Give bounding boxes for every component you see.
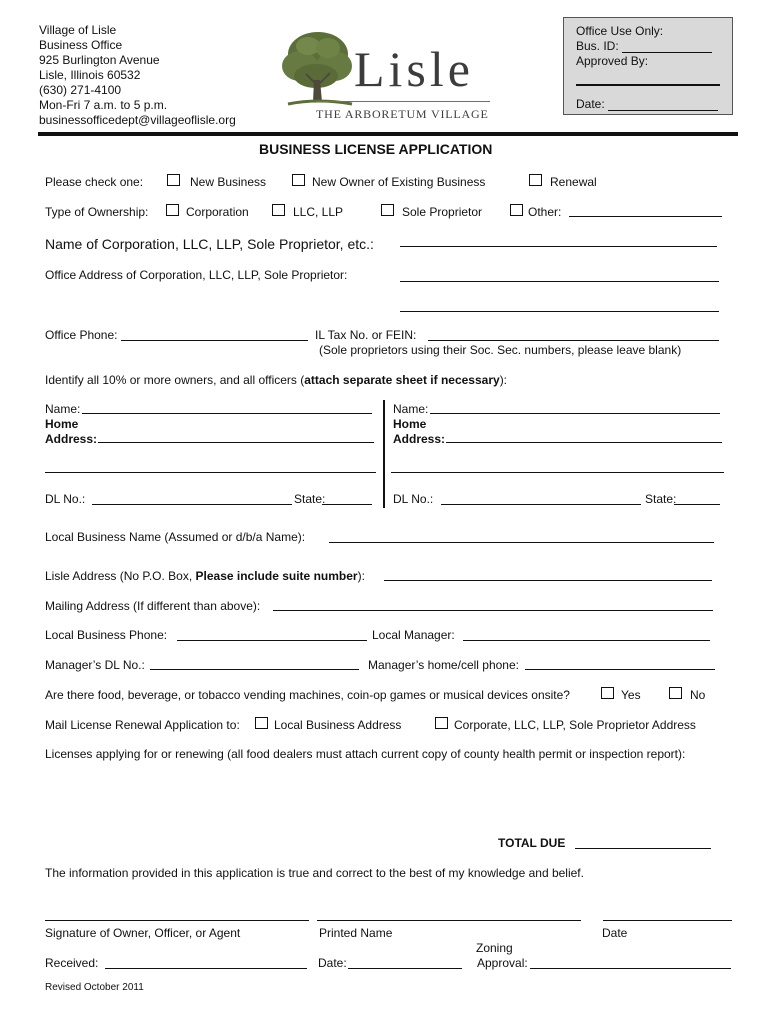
local-manager-field[interactable] — [463, 640, 710, 641]
tax-note: (Sole proprietors using their Soc. Sec. numbers, please leave blank) — [319, 343, 682, 357]
manager-phone-field[interactable] — [525, 669, 715, 670]
owner2-address-label: Address: — [393, 432, 446, 446]
vending-no-checkbox[interactable] — [669, 687, 682, 699]
local-phone-field[interactable] — [177, 640, 367, 641]
name-corp-field[interactable] — [400, 246, 717, 247]
office-phone-label: Office Phone: — [45, 328, 118, 342]
other-checkbox[interactable] — [510, 204, 523, 216]
owner2-home-label: Home — [393, 417, 427, 431]
vending-yes-label: Yes — [621, 688, 641, 702]
bus-id-label: Bus. ID: — [576, 39, 619, 53]
new-owner-checkbox[interactable] — [292, 174, 305, 186]
owner2-dl-label: DL No.: — [393, 492, 434, 506]
local-phone-label: Local Business Phone: — [45, 628, 168, 642]
tax-no-label: IL Tax No. or FEIN: — [315, 328, 417, 342]
mail-local-checkbox[interactable] — [255, 717, 268, 729]
column-divider — [383, 400, 385, 508]
mail-corp-label: Corporate, LLC, LLP, Sole Proprietor Address — [454, 718, 696, 732]
total-due-label: TOTAL DUE — [498, 836, 566, 850]
owner1-name-label: Name: — [45, 402, 81, 416]
llc-label: LLC, LLP — [293, 205, 344, 219]
owner1-address-label: Address: — [45, 432, 98, 446]
printed-name-field[interactable] — [317, 920, 581, 921]
renewal-label: Renewal — [550, 175, 597, 189]
vending-yes-checkbox[interactable] — [601, 687, 614, 699]
office-address-field-2[interactable] — [400, 311, 719, 312]
mail-corp-checkbox[interactable] — [435, 717, 448, 729]
address-line: (630) 271-4100 — [39, 83, 122, 97]
signature-date-field[interactable] — [603, 920, 732, 921]
mail-renewal-label: Mail License Renewal Application to: — [45, 718, 240, 732]
lisle-address-field[interactable] — [384, 580, 712, 581]
owner1-name-field[interactable] — [82, 413, 372, 414]
logo-tagline: THE ARBORETUM VILLAGE — [316, 107, 489, 121]
name-corp-label: Name of Corporation, LLC, LLP, Sole Proprietor, etc.: — [45, 236, 374, 252]
received-date-field[interactable] — [348, 968, 462, 969]
office-date-label: Date: — [576, 97, 605, 111]
approved-by-label: Approved By: — [576, 54, 649, 68]
signature-field[interactable] — [45, 920, 309, 921]
address-line: Mon-Fri 7 a.m. to 5 p.m. — [39, 98, 168, 112]
owners-intro: Identify all 10% or more owners, and all officers (attach separate sheet if necessary): — [45, 373, 508, 387]
local-business-name-label: Local Business Name (Assumed or d/b/a Name): — [45, 530, 306, 544]
renewal-checkbox[interactable] — [529, 174, 542, 186]
owner2-state-field[interactable] — [674, 504, 720, 505]
address-line: Lisle, Illinois 60532 — [39, 68, 141, 82]
corporation-label: Corporation — [186, 205, 249, 219]
owner2-address-field-2[interactable] — [391, 472, 724, 473]
form-title: BUSINESS LICENSE APPLICATION — [259, 141, 493, 157]
header-rule — [38, 132, 738, 136]
signature-label: Signature of Owner, Officer, or Agent — [45, 926, 241, 940]
new-owner-label: New Owner of Existing Business — [312, 175, 486, 189]
owner1-home-label: Home — [45, 417, 79, 431]
sole-proprietor-label: Sole Proprietor — [402, 205, 483, 219]
local-business-name-field[interactable] — [329, 542, 714, 543]
address-line: Business Office — [39, 38, 123, 52]
llc-checkbox[interactable] — [272, 204, 285, 216]
owner1-address-field[interactable] — [98, 442, 374, 443]
zoning-label: Zoning — [476, 941, 513, 955]
received-field[interactable] — [105, 968, 307, 969]
mailing-address-field[interactable] — [273, 610, 713, 611]
office-use-title: Office Use Only: — [576, 24, 664, 38]
office-address-field[interactable] — [400, 281, 719, 282]
owner2-state-label: State: — [645, 492, 677, 506]
owner1-address-field-2[interactable] — [45, 472, 376, 473]
logo-wordmark: Lisle — [354, 41, 474, 97]
owner2-name-label: Name: — [393, 402, 429, 416]
certify-statement: The information provided in this application is true and correct to the best of my knowledge and belief. — [45, 866, 584, 880]
lisle-address-label: Lisle Address (No P.O. Box, Please include suite number): — [45, 569, 365, 583]
zoning-approval-field[interactable] — [530, 968, 731, 969]
vending-question: Are there food, beverage, or tobacco vending machines, coin-op games or musical devices onsite? — [45, 688, 570, 702]
owner2-name-field[interactable] — [430, 413, 720, 414]
address-line: Village of Lisle — [39, 23, 117, 37]
tree-icon — [278, 28, 356, 110]
other-field[interactable] — [569, 216, 722, 217]
printed-name-label: Printed Name — [319, 926, 393, 940]
vending-no-label: No — [690, 688, 706, 702]
check-one-label: Please check one: — [45, 175, 144, 189]
mail-local-label: Local Business Address — [274, 718, 402, 732]
owner1-dl-label: DL No.: — [45, 492, 86, 506]
tax-no-field[interactable] — [428, 340, 719, 341]
other-label: Other: — [528, 205, 562, 219]
sole-proprietor-checkbox[interactable] — [381, 204, 394, 216]
total-due-field[interactable] — [575, 848, 711, 849]
new-business-checkbox[interactable] — [167, 174, 180, 186]
office-phone-field[interactable] — [121, 340, 308, 341]
address-line: 925 Burlington Avenue — [39, 53, 160, 67]
licenses-label: Licenses applying for or renewing (all food dealers must attach current copy of county health permit or inspection report): — [45, 747, 686, 761]
received-label: Received: — [45, 956, 99, 970]
manager-dl-field[interactable] — [150, 669, 359, 670]
owner1-dl-field[interactable] — [92, 504, 292, 505]
new-business-label: New Business — [190, 175, 267, 189]
ownership-label: Type of Ownership: — [45, 205, 149, 219]
mailing-address-label: Mailing Address (If different than above): — [45, 599, 261, 613]
email-link[interactable]: businessofficedept@villageoflisle.org — [39, 113, 236, 127]
office-use-box — [563, 17, 733, 115]
owner1-state-field[interactable] — [322, 504, 372, 505]
revised-note: Revised October 2011 — [45, 982, 144, 993]
manager-dl-label: Manager’s DL No.: — [45, 658, 145, 672]
manager-phone-label: Manager’s home/cell phone: — [368, 658, 519, 672]
owner2-address-field[interactable] — [446, 442, 722, 443]
owner2-dl-field[interactable] — [441, 504, 641, 505]
zoning-approval-label: Approval: — [477, 956, 528, 970]
office-address-label: Office Address of Corporation, LLC, LLP, Sole Proprietor: — [45, 268, 348, 282]
local-manager-label: Local Manager: — [372, 628, 455, 642]
owner1-state-label: State: — [294, 492, 326, 506]
corporation-checkbox[interactable] — [166, 204, 179, 216]
signature-date-label: Date — [602, 926, 628, 940]
received-date-label: Date: — [318, 956, 347, 970]
